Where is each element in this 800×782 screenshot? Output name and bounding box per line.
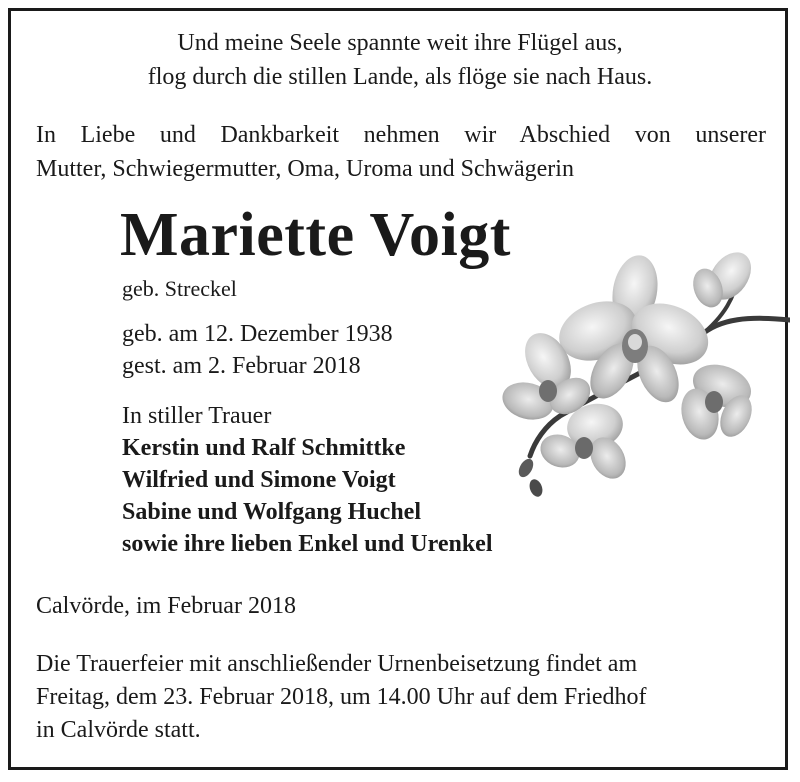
mourner-name: Kerstin und Ralf Schmittke <box>122 435 406 461</box>
mourners <box>122 400 493 560</box>
mourner-name: sowie ihre lieben Enkel und Urenkel <box>122 531 493 557</box>
birth-date: geb. am 12. Dezember 1938 <box>122 321 393 347</box>
birth-name: geb. Streckel <box>122 276 237 301</box>
orchid-icon <box>500 236 790 506</box>
service-line: Die Trauerfeier mit anschließender Urnenbeisetzung findet am <box>36 651 638 677</box>
service-line: in Calvörde statt. <box>36 717 201 743</box>
life-dates <box>122 318 393 382</box>
intro-line: Mutter, Schwiegermutter, Oma, Uroma und Schwägerin <box>36 156 574 182</box>
mourner-name: Sabine und Wolfgang Huchel <box>122 499 421 525</box>
verse-line: Und meine Seele spannte weit ihre Flügel aus, <box>177 30 623 56</box>
verse <box>0 26 800 94</box>
service-line: Freitag, dem 23. Februar 2018, um 14.00 Uhr auf dem Friedhof <box>36 684 647 710</box>
death-date: gest. am 2. Februar 2018 <box>122 353 361 379</box>
intro-line: In Liebe und Dankbarkeit nehmen wir Abschied von unserer <box>36 122 766 148</box>
service-info <box>36 648 766 747</box>
mourner-name: Wilfried und Simone Voigt <box>122 467 396 493</box>
mourners-lead: In stiller Trauer <box>122 403 272 429</box>
intro-text <box>36 118 766 186</box>
place-date: Calvörde, im Februar 2018 <box>36 593 296 619</box>
deceased-name: Mariette Voigt <box>120 201 511 269</box>
verse-line: flog durch die stillen Lande, als flöge sie nach Haus. <box>147 64 653 90</box>
